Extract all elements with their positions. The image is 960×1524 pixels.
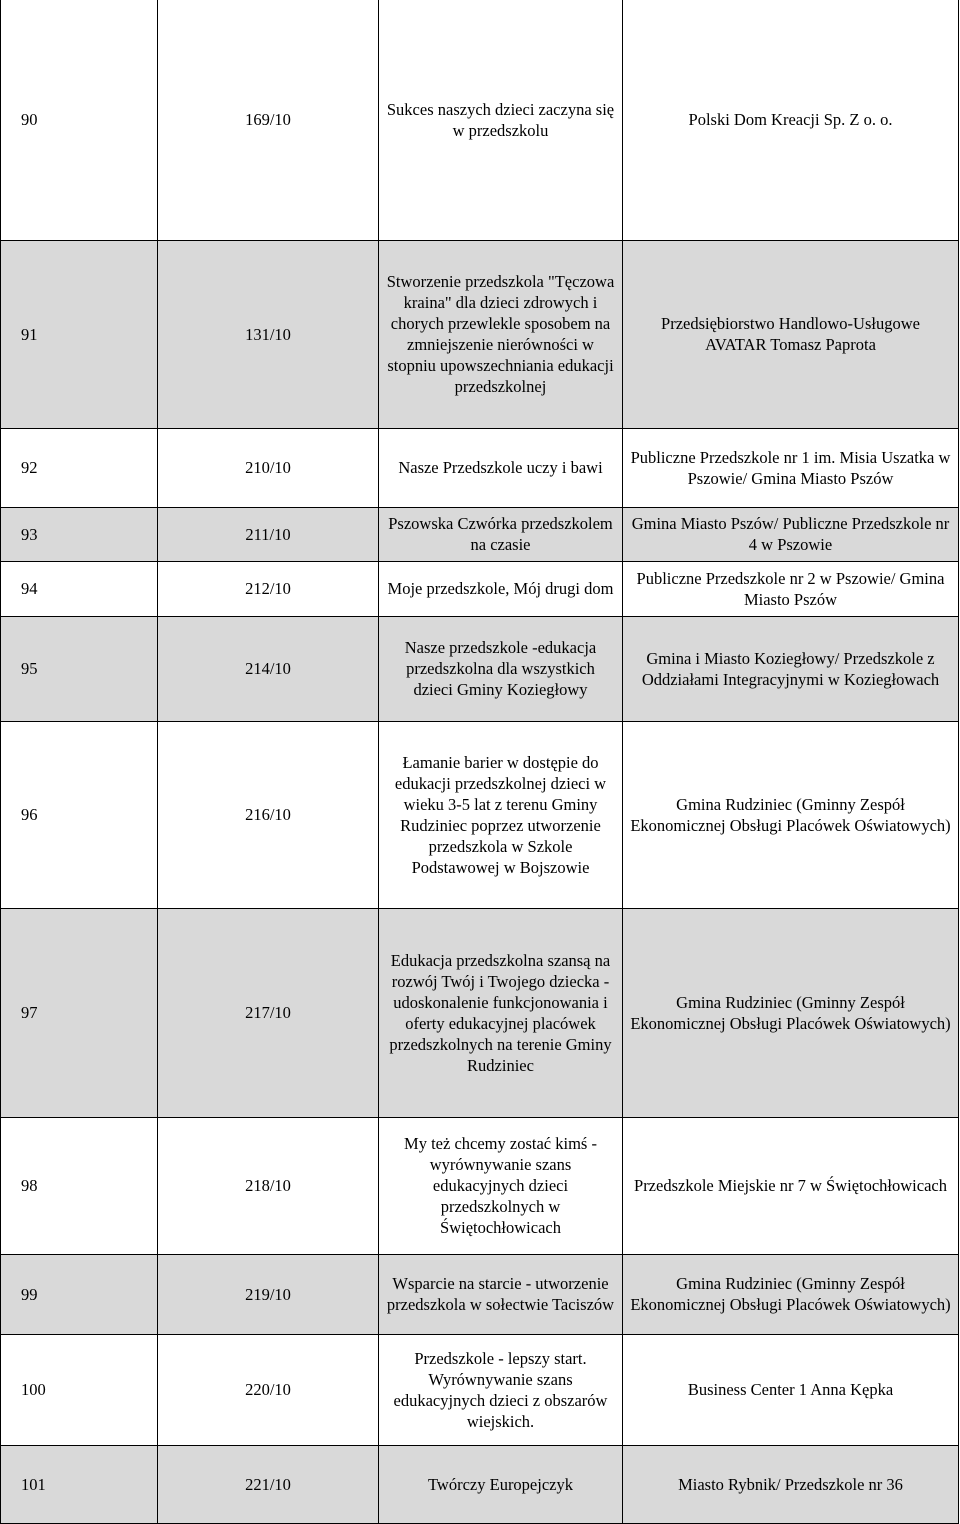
- row-number: 96: [1, 721, 158, 908]
- project-title: Łamanie barier w dostępie do edukacji przedszkolnej dzieci w wieku 3-5 lat z terenu Gminy Rudziniec poprzez utworzenie przedszkola w Szkole Podstawowej w Bojszowie: [379, 721, 623, 908]
- project-title: Edukacja przedszkolna szansą na rozwój Twój i Twojego dziecka - udoskonalenie funkcjonowania i oferty edukacyjnej placówek przedszkolnych na terenie Gminy Rudziniec: [379, 908, 623, 1117]
- project-title: Twórczy Europejczyk: [379, 1445, 623, 1523]
- application-number: 169/10: [158, 0, 379, 240]
- table-row: [1, 1117, 959, 1254]
- row-number: 94: [1, 561, 158, 616]
- project-title: Moje przedszkole, Mój drugi dom: [379, 561, 623, 616]
- table-row: [1, 0, 959, 240]
- row-number: 95: [1, 616, 158, 721]
- application-number: 219/10: [158, 1254, 379, 1334]
- applicant-name: Gmina Rudziniec (Gminny Zespół Ekonomicznej Obsługi Placówek Oświatowych): [623, 908, 959, 1117]
- table-row: [1, 428, 959, 507]
- applicant-name: Publiczne Przedszkole nr 1 im. Misia Uszatka w Pszowie/ Gmina Miasto Pszów: [623, 428, 959, 507]
- application-number: 221/10: [158, 1445, 379, 1523]
- applicant-name: Polski Dom Kreacji Sp. Z o. o.: [623, 0, 959, 240]
- row-number: 97: [1, 908, 158, 1117]
- project-title: My też chcemy zostać kimś - wyrównywanie szans edukacyjnych dzieci przedszkolnych w Świętochłowicach: [379, 1117, 623, 1254]
- project-title: Wsparcie na starcie - utworzenie przedszkola w sołectwie Taciszów: [379, 1254, 623, 1334]
- applicant-name: Miasto Rybnik/ Przedszkole nr 36: [623, 1445, 959, 1523]
- project-title: Nasze przedszkole -edukacja przedszkolna dla wszystkich dzieci Gminy Koziegłowy: [379, 616, 623, 721]
- table-row: [1, 1334, 959, 1445]
- table-row: [1, 1445, 959, 1523]
- applicant-name: Przedszkole Miejskie nr 7 w Świętochłowicach: [623, 1117, 959, 1254]
- project-title: Nasze Przedszkole uczy i bawi: [379, 428, 623, 507]
- application-number: 131/10: [158, 240, 379, 428]
- applicant-name: Przedsiębiorstwo Handlowo-Usługowe AVATAR Tomasz Paprota: [623, 240, 959, 428]
- row-number: 93: [1, 507, 158, 561]
- row-number: 100: [1, 1334, 158, 1445]
- applicant-name: Publiczne Przedszkole nr 2 w Pszowie/ Gmina Miasto Pszów: [623, 561, 959, 616]
- application-number: 210/10: [158, 428, 379, 507]
- table-row: [1, 507, 959, 561]
- application-number: 211/10: [158, 507, 379, 561]
- application-number: 214/10: [158, 616, 379, 721]
- table-row: [1, 721, 959, 908]
- application-number: 220/10: [158, 1334, 379, 1445]
- applicant-name: Gmina Rudziniec (Gminny Zespół Ekonomicznej Obsługi Placówek Oświatowych): [623, 1254, 959, 1334]
- row-number: 98: [1, 1117, 158, 1254]
- applicant-name: Gmina Miasto Pszów/ Publiczne Przedszkole nr 4 w Pszowie: [623, 507, 959, 561]
- application-number: 218/10: [158, 1117, 379, 1254]
- table-row: [1, 616, 959, 721]
- project-title: Przedszkole - lepszy start. Wyrównywanie szans edukacyjnych dzieci z obszarów wiejskich.: [379, 1334, 623, 1445]
- project-title: Sukces naszych dzieci zaczyna się w przedszkolu: [379, 0, 623, 240]
- table-row: [1, 908, 959, 1117]
- table-row: [1, 561, 959, 616]
- application-number: 212/10: [158, 561, 379, 616]
- applicant-name: Gmina Rudziniec (Gminny Zespół Ekonomicznej Obsługi Placówek Oświatowych): [623, 721, 959, 908]
- row-number: 91: [1, 240, 158, 428]
- project-title: Pszowska Czwórka przedszkolem na czasie: [379, 507, 623, 561]
- table-row: [1, 240, 959, 428]
- row-number: 90: [1, 0, 158, 240]
- applicant-name: Business Center 1 Anna Kępka: [623, 1334, 959, 1445]
- table-row: [1, 1254, 959, 1334]
- applicant-name: Gmina i Miasto Koziegłowy/ Przedszkole z Oddziałami Integracyjnymi w Koziegłowach: [623, 616, 959, 721]
- application-number: 217/10: [158, 908, 379, 1117]
- row-number: 101: [1, 1445, 158, 1523]
- project-title: Stworzenie przedszkola "Tęczowa kraina" dla dzieci zdrowych i chorych przewlekle sposobem na zmniejszenie nierówności w stopniu upowszechniania edukacji przedszkolnej: [379, 240, 623, 428]
- application-number: 216/10: [158, 721, 379, 908]
- row-number: 92: [1, 428, 158, 507]
- row-number: 99: [1, 1254, 158, 1334]
